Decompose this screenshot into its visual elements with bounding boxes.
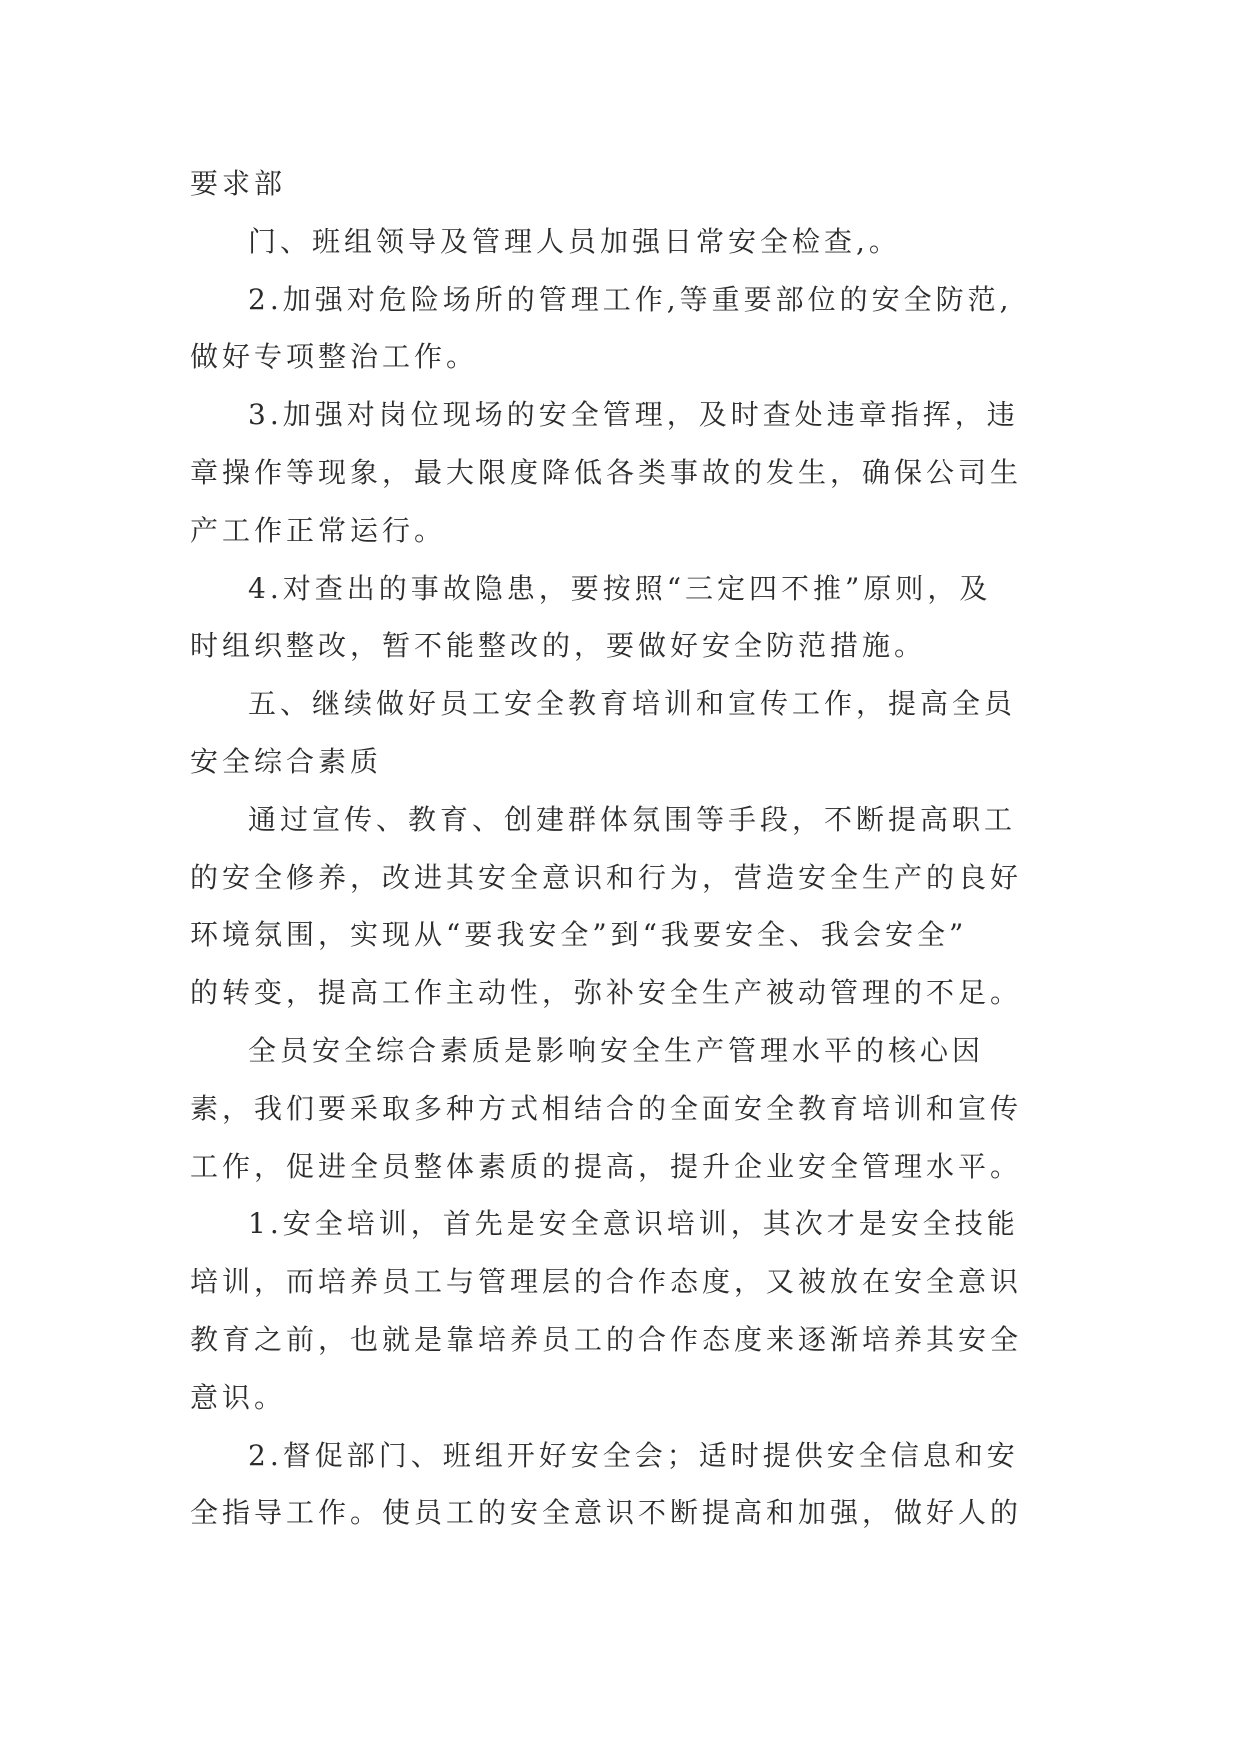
text-line: 全员安全综合素质是影响安全生产管理水平的核心因 [248,1034,985,1067]
text-line: 素，我们要采取多种方式相结合的全面安全教育培训和宣传 [190,1092,1023,1125]
text-line: 培训，而培养员工与管理层的合作态度，又被放在安全意识 [190,1265,1023,1298]
text-line: 做好专项整治工作。 [190,340,479,373]
text-line: 教育之前，也就是靠培养员工的合作态度来逐渐培养其安全 [190,1323,1023,1356]
text-line: 门、班组领导及管理人员加强日常安全检查,。 [248,225,901,258]
text-line: 2.加强对危险场所的管理工作,等重要部位的安全防范, [248,283,1013,316]
text-line: 时组织整改，暂不能整改的，要做好安全防范措施。 [190,629,927,662]
section-heading: 五、继续做好员工安全教育培训和宣传工作，提高全员 [248,687,1017,720]
text-line: 通过宣传、教育、创建群体氛围等手段，不断提高职工 [248,803,1017,836]
text-line: 环境氛围，实现从“要我安全”到“我要安全、我会安全” [190,918,968,951]
text-line: 全指导工作。使员工的安全意识不断提高和加强，做好人的 [190,1496,1023,1529]
text-line: 的转变，提高工作主动性，弥补安全生产被动管理的不足。 [190,976,1023,1009]
text-line: 章操作等现象，最大限度降低各类事故的发生，确保公司生 [190,456,1023,489]
text-line: 工作，促进全员整体素质的提高，提升企业安全管理水平。 [190,1150,1023,1183]
section-heading-continued: 安全综合素质 [190,745,383,778]
text-line: 2.督促部门、班组开好安全会；适时提供安全信息和安 [248,1439,1019,1472]
text-line: 产工作正常运行。 [190,514,447,547]
text-line: 1.安全培训，首先是安全意识培训，其次才是安全技能 [248,1207,1019,1240]
text-line: 意识。 [190,1381,287,1414]
text-line: 的安全修养，改进其安全意识和行为，营造安全生产的良好 [190,861,1023,894]
text-line: 4.对查出的事故隐患，要按照“三定四不推”原则，及 [248,572,992,605]
text-line: 要求部 [190,167,287,200]
text-line: 3.加强对岗位现场的安全管理，及时查处违章指挥，违 [248,398,1019,431]
